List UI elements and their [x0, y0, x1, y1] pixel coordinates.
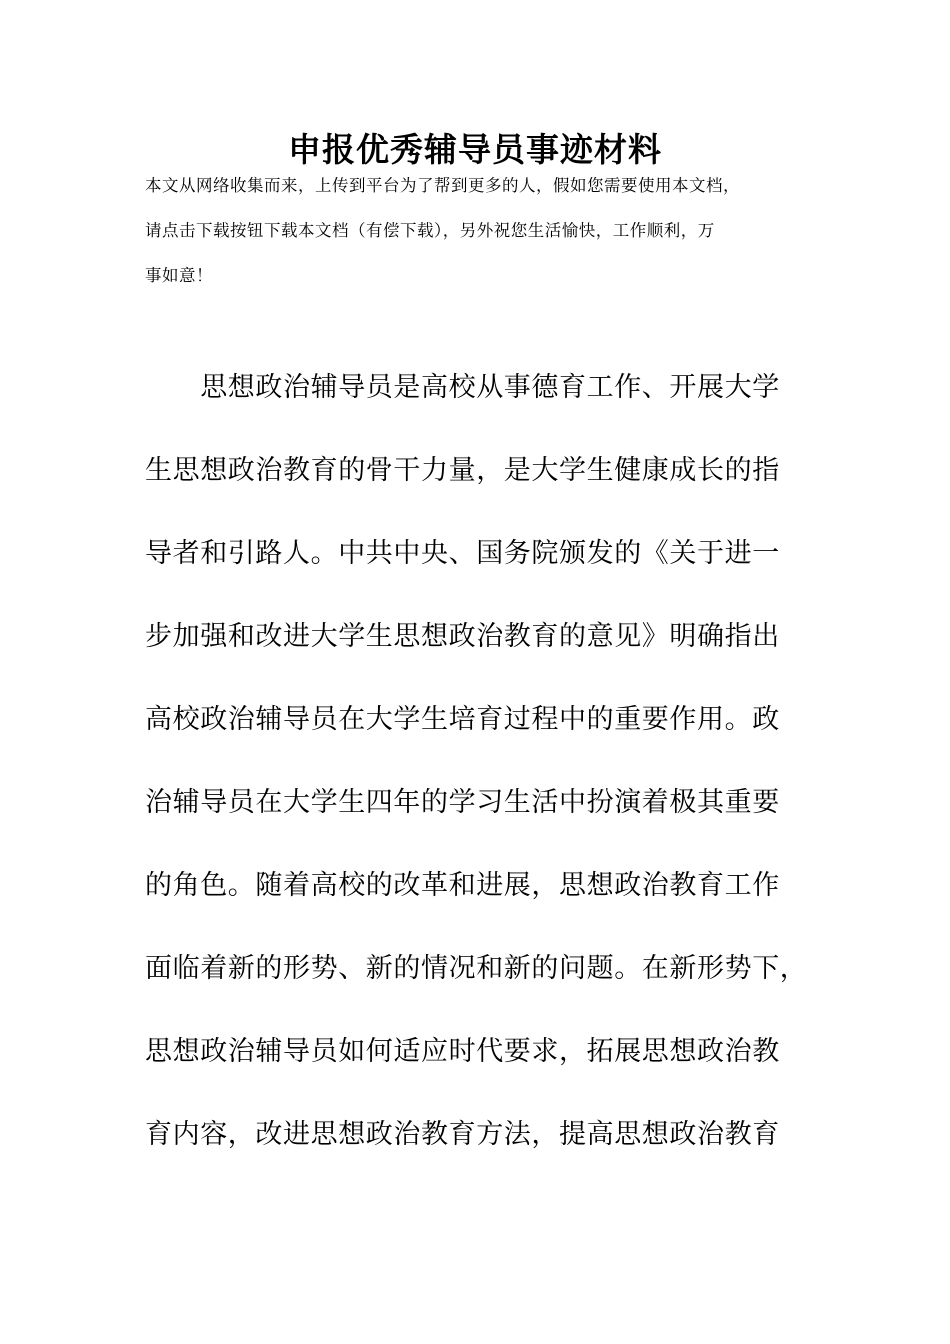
body-line: 思想政治辅导员如何适应时代要求，拓展思想政治教	[145, 1036, 780, 1067]
body-line: 治辅导员在大学生四年的学习生活中扮演着极其重要	[145, 787, 780, 818]
document-title: 申报优秀辅导员事迹材料	[288, 130, 662, 169]
body-line: 的角色。随着高校的改革和进展，思想政治教育工作	[145, 870, 780, 901]
notice-line: 事如意！	[145, 266, 213, 285]
notice-line: 请点击下载按钮下载本文档（有偿下载），另外祝您生活愉快，工作顺利，万	[145, 221, 715, 240]
body-line: 步加强和改进大学生思想政治教育的意见》明确指出	[145, 621, 780, 652]
body-line: 生思想政治教育的骨干力量，是大学生健康成长的指	[145, 455, 780, 486]
body-line: 思想政治辅导员是高校从事德育工作、开展大学	[145, 372, 780, 403]
body-line: 面临着新的形势、新的情况和新的问题。在新形势下，	[145, 953, 808, 984]
body-line: 育内容，改进思想政治教育方法，提高思想政治教育	[145, 1119, 780, 1150]
body-paragraph	[145, 370, 825, 1200]
body-line: 导者和引路人。中共中央、国务院颁发的《关于进一	[145, 538, 780, 569]
body-line: 高校政治辅导员在大学生培育过程中的重要作用。政	[145, 704, 780, 735]
notice-line: 本文从网络收集而来，上传到平台为了帮到更多的人，假如您需要使用本文档，	[145, 176, 740, 195]
download-notice	[145, 176, 845, 311]
